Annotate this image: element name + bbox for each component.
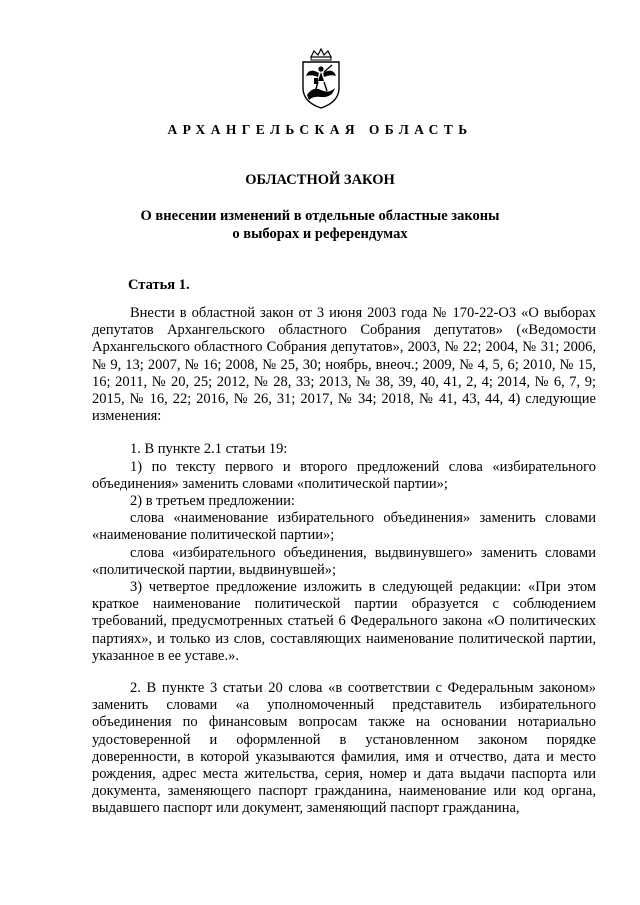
- item-2-paragraph: 2. В пункте 3 статьи 20 слова «в соответствии с Федеральным законом» заменить словами «а уполномоченный представитель избирательного объединения по финансовым вопросам также на основании нотариально удостоверенной и оформленной в установленном законом порядке доверенности, в которой указываются фамилия, имя и отчество, дата и место рождения, адрес места жительства, серия, номер и дата выдачи паспорта или документа, заменяющего паспорт гражданина, наименование или код органа, выдавшего паспорт или документ, заменяющий паспорт гражданина,: [92, 680, 596, 817]
- item-1-subitem-2: 2) в третьем предложении:: [130, 493, 295, 510]
- item-1-subitem-1: 1) по тексту первого и второго предложений слова «избирательного объединения» заменить словами «политической партии»;: [92, 458, 596, 492]
- article-intro-paragraph: Внести в областной закон от 3 июня 2003 года № 170-22-ОЗ «О выборах депутатов Архангельского областного Собрания депутатов» («Ведомости Архангельского областного Собрания депутатов», 2003, № 22; 2004, № 31; 2006, № 9, 13; 2007, № 16; 2008, № 25, 30; ноябрь, внеоч.; 2009, № 4, 5, 6; 2010, № 15, 16; 2011, № 20, 25; 2012, № 28, 33; 2013, № 38, 39, 40, 41, 2, 4; 2014, № 6, 7, 9; 2015, № 16, 22; 2016, № 26, 31; 2017, № 34; 2018, № 41, 43, 44, 4) следующие изменения:: [92, 305, 596, 425]
- law-subtitle-line1: О внесении изменений в отдельные областные законы: [140, 208, 500, 224]
- article-body: [92, 305, 596, 818]
- region-name: АРХАНГЕЛЬСКАЯ ОБЛАСТЬ: [167, 122, 473, 137]
- item-1-subitem-2b: слова «избирательного объединения, выдвинувшего» заменить словами «политической партии, выдвинувшей»;: [92, 544, 596, 578]
- item-1-subitem-3: 3) четвертое предложение изложить в следующей редакции: «При этом краткое наименование политической партии образуется с соблюдением требований, предусмотренных статьей 6 Федерального закона «О политических партиях», и только из слов, составляющих наименование политической партии, указанное в ее уставе.».: [92, 579, 596, 664]
- item-1-subitem-2a: слова «наименование избирательного объединения» заменить словами «наименование политической партии»;: [92, 510, 596, 544]
- law-subtitle: [0, 207, 640, 243]
- coat-of-arms-icon: [299, 48, 343, 110]
- law-type-heading: ОБЛАСТНОЙ ЗАКОН: [245, 172, 395, 188]
- item-1-heading: 1. В пункте 2.1 статьи 19:: [130, 441, 288, 458]
- law-subtitle-line2: о выборах и референдумах: [232, 226, 408, 242]
- article-heading: Статья 1.: [128, 277, 190, 293]
